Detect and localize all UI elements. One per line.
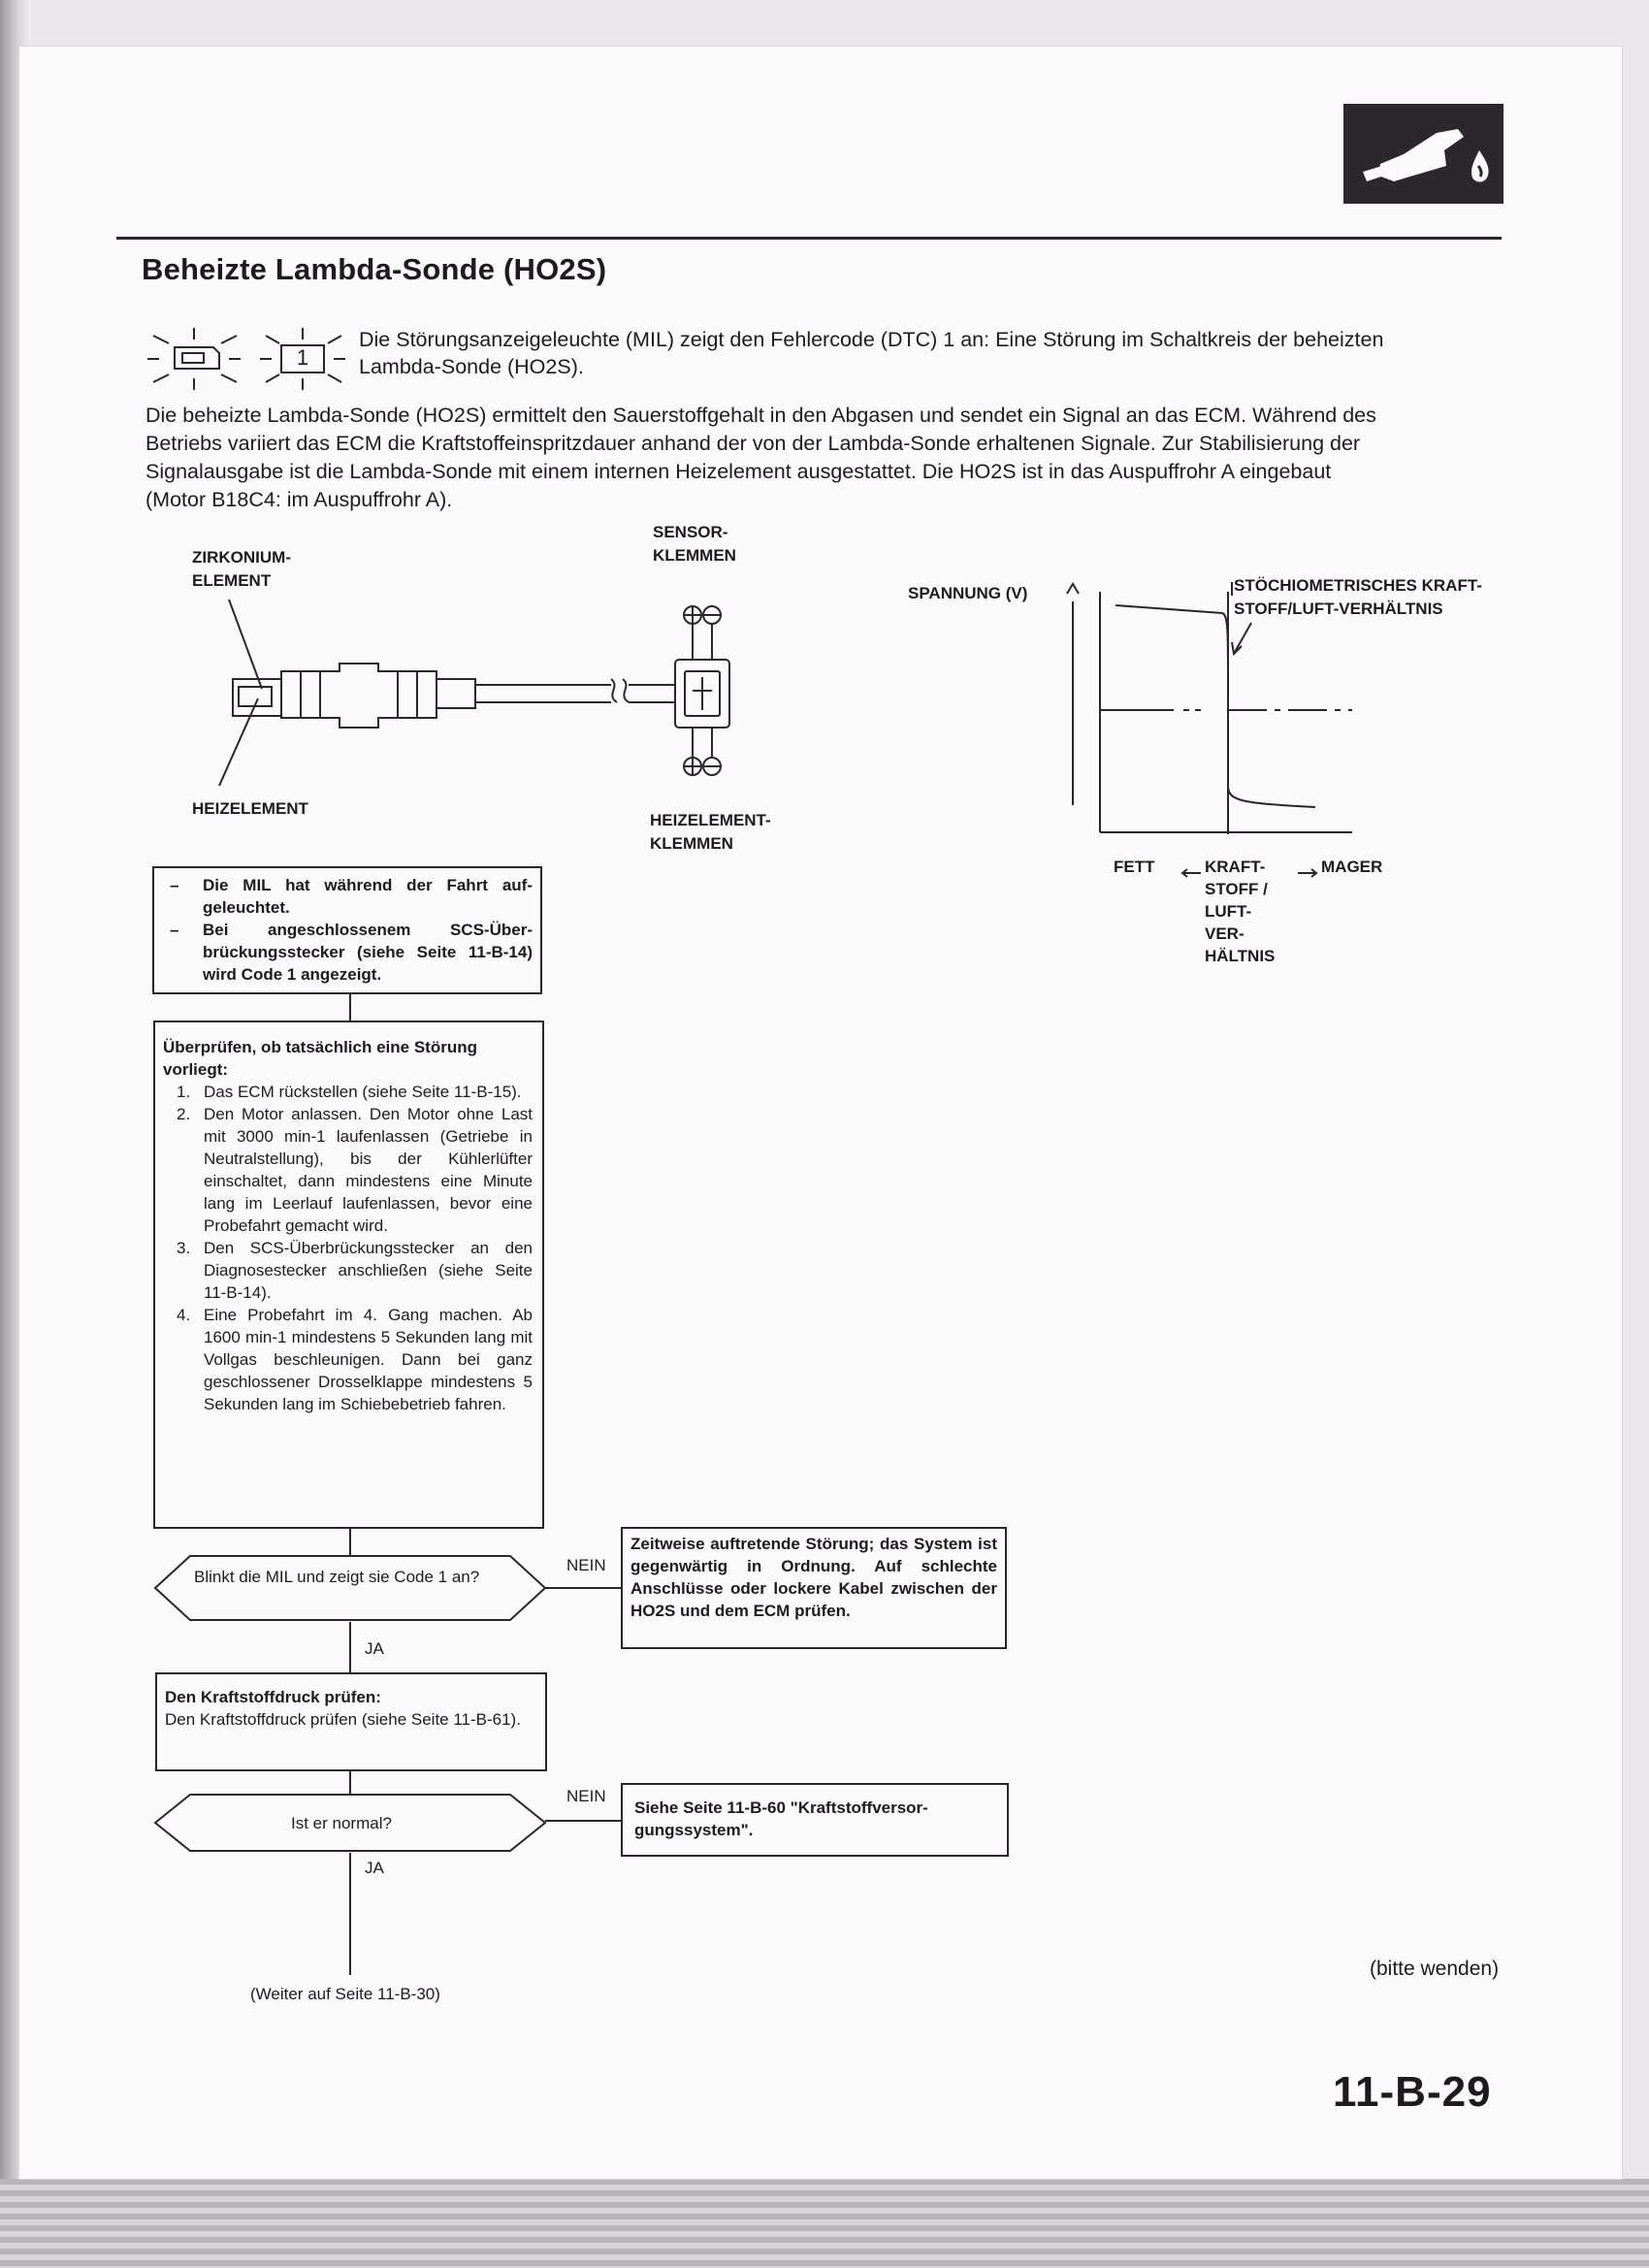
result-2-box	[621, 1783, 1009, 1857]
verify-step-4: 4. Eine Probefahrt im 4. Gang machen. Ab 1600 min-1 mindestens 5 Sekunden lang mit Vollgas beschleunigen. Dann bei ganz geschlossener Drosselklappe mindestens 5 Sekunden lang im Schiebebetrieb fahren.	[177, 1306, 533, 1413]
graph-y-label: SPANNUNG (V)	[908, 584, 1028, 602]
ratio-label-3: LUFT-	[1205, 902, 1252, 921]
flow-connector	[349, 994, 351, 1021]
zirkonium-label-2: ELEMENT	[192, 571, 272, 590]
ja-2-label: JA	[365, 1859, 384, 1877]
ratio-label-2: STOFF /	[1205, 880, 1268, 898]
intro-line-4: (Motor B18C4: im Auspuffrohr A).	[146, 488, 453, 511]
fuel-pressure-box	[155, 1672, 547, 1771]
sensor-klemmen-label-2: KLEMMEN	[653, 546, 736, 565]
ratio-label-5: HÄLTNIS	[1205, 947, 1276, 965]
result-1-text: Zeitweise auftretende Störung; das System ist gegenwärtig in Ordnung. Auf schlechte Anschlüsse oder lockere Kabel zwischen der HO2S und dem ECM prüfen.	[630, 1535, 997, 1620]
verify-box	[153, 1021, 544, 1529]
decision-2-text: Ist er normal?	[291, 1814, 392, 1832]
symptom-2: – Bei angeschlossenem SCS-Überbrückungsstecker (siehe Seite 11-B-14) wird Code 1 angezeigt.	[158, 919, 533, 986]
ratio-label-1: KRAFT-	[1205, 858, 1266, 876]
ja-1-label: JA	[365, 1639, 384, 1658]
bitte-wenden-note: (bitte wenden)	[1370, 1958, 1500, 1980]
flow-connector	[349, 1853, 351, 1975]
mil-notice-line-1: Die Störungsanzeigeleuchte (MIL) zeigt den Fehlercode (DTC) 1 an: Eine Störung im Schaltkreis der beheizten	[359, 328, 1384, 351]
mil-notice-line-2: Lambda-Sonde (HO2S).	[359, 355, 584, 378]
header-rule	[116, 237, 1502, 240]
page-number: 11-B-29	[1333, 2068, 1492, 2116]
nein-2-label: NEIN	[566, 1787, 606, 1805]
decision-1-diamond	[153, 1554, 547, 1622]
verify-step-3: 3. Den SCS-Überbrückungsstecker an den Diagnosestecker anschließen (siehe Seite 11-B-14).	[177, 1239, 533, 1302]
sensor-klemmen-label-1: SENSOR-	[653, 523, 728, 541]
flow-connector	[545, 1587, 623, 1589]
fuel-pressure-text: Den Kraftstoffdruck prüfen (siehe Seite 11-B-61).	[165, 1710, 521, 1729]
fett-label: FETT	[1114, 858, 1155, 876]
symptom-box	[152, 866, 542, 994]
nein-1-label: NEIN	[566, 1556, 606, 1574]
voltage-curve-graph	[1057, 572, 1368, 844]
continue-note: (Weiter auf Seite 11-B-30)	[250, 1985, 440, 2003]
flow-connector	[349, 1529, 351, 1556]
fuel-pressure-title: Den Kraftstoffdruck prüfen:	[165, 1688, 381, 1706]
stoich-label-2: STOFF/LUFT-VERHÄLTNIS	[1234, 599, 1443, 618]
flow-connector	[349, 1622, 351, 1672]
arrow-right-icon	[1294, 861, 1319, 881]
fuel-nozzle-icon	[1343, 104, 1504, 204]
intro-line-1: Die beheizte Lambda-Sonde (HO2S) ermittelt den Sauerstoffgehalt in den Abgasen und sendet ein Signal an das ECM. Während des	[146, 404, 1376, 427]
flow-connector	[545, 1820, 623, 1822]
verify-step-2: 2. Den Motor anlassen. Den Motor ohne Last mit 3000 min-1 laufenlassen (Getriebe in Neutralstellung), bis der Kühlerlüfter einschaltet, dann mindestens eine Minute lang im Leerlauf laufenlassen, bevor eine Probefahrt gemacht wird.	[177, 1105, 533, 1235]
oxygen-sensor-drawing	[194, 582, 776, 805]
decision-1-text: Blinkt die MIL und zeigt sie Code 1 an?	[194, 1568, 480, 1586]
zirkonium-label-1: ZIRKONIUM-	[192, 548, 291, 567]
intro-line-2: Betriebs variiert das ECM die Kraftstoffeinspritzdauer anhand der von der Lambda-Sonde erhaltenen Signale. Zur Stabilisierung der	[146, 432, 1361, 455]
flow-connector	[349, 1771, 351, 1795]
page-title: Beheizte Lambda-Sonde (HO2S)	[142, 252, 607, 286]
arrow-left-icon	[1180, 861, 1205, 881]
dtc-code: 1	[296, 345, 309, 370]
heiz-klemmen-label-2: KLEMMEN	[650, 834, 733, 853]
verify-step-1: 1. Das ECM rückstellen (siehe Seite 11-B-15).	[177, 1083, 522, 1101]
mager-label: MAGER	[1321, 858, 1383, 876]
intro-line-3: Signalausgabe ist die Lambda-Sonde mit einem internen Heizelement ausgestattet. Die HO2S ist in das Auspuffrohr A eingebaut	[146, 460, 1332, 483]
heiz-klemmen-label-1: HEIZELEMENT-	[650, 811, 771, 829]
stoich-label-1: STÖCHIOMETRISCHES KRAFT-	[1234, 576, 1482, 595]
ratio-label-4: VER-	[1205, 924, 1245, 943]
heizelement-label: HEIZELEMENT	[192, 799, 308, 818]
result-2-text: Siehe Seite 11-B-60 "Kraftstoffversorgungssystem".	[634, 1798, 928, 1839]
symptom-1: – Die MIL hat während der Fahrt aufgeleuchtet.	[158, 874, 533, 919]
verify-title: Überprüfen, ob tatsächlich eine Störung vorliegt:	[163, 1038, 477, 1079]
page-bottom-edge	[0, 2179, 1649, 2268]
result-1-box	[621, 1527, 1007, 1649]
